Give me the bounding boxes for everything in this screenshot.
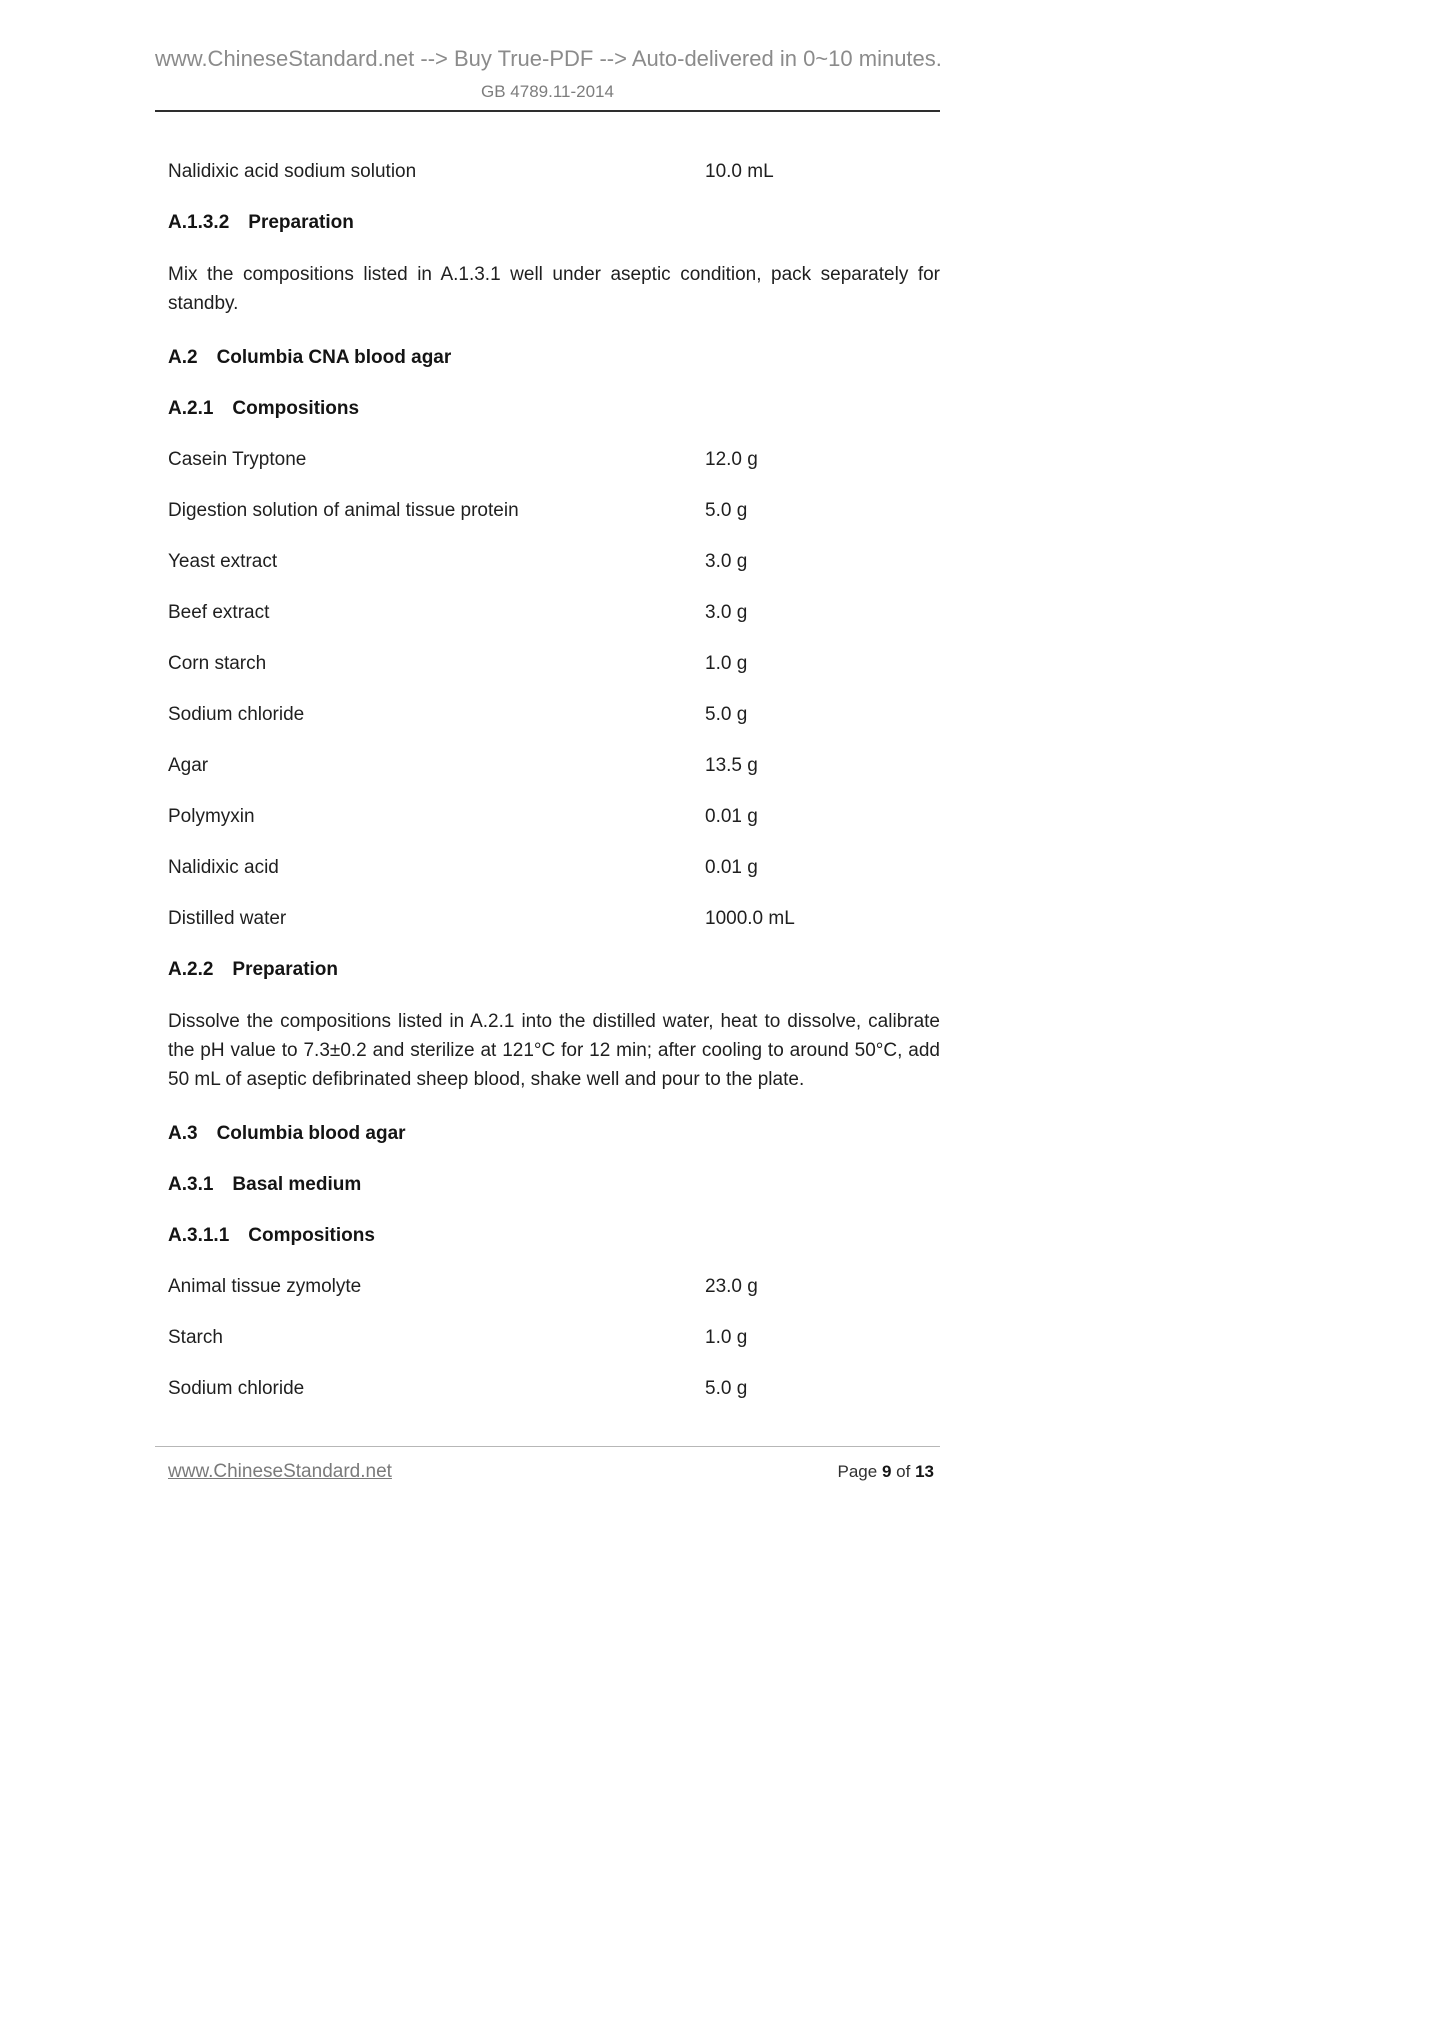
heading-a-3-1: [168, 1174, 940, 1196]
composition-row: [168, 449, 940, 471]
heading-number: A.3: [168, 1123, 198, 1144]
page-total: 13: [915, 1462, 934, 1481]
composition-label: Casein Tryptone: [168, 449, 307, 470]
heading-a-2: [168, 347, 940, 369]
composition-value: 3.0 g: [705, 551, 748, 572]
composition-label: Digestion solution of animal tissue protein: [168, 500, 519, 521]
footer-site-link[interactable]: www.ChineseStandard.net: [168, 1461, 392, 1482]
composition-value: 3.0 g: [705, 602, 748, 623]
heading-a-3-1-1: [168, 1225, 940, 1247]
heading-number: A.1.3.2: [168, 212, 230, 233]
composition-row: [168, 704, 940, 726]
composition-value: 5.0 g: [705, 704, 748, 725]
composition-label: Corn starch: [168, 653, 267, 674]
composition-value: 1000.0 mL: [705, 908, 795, 929]
footer-bar: [155, 1447, 940, 1483]
composition-label: Sodium chloride: [168, 1378, 305, 1399]
composition-label: Animal tissue zymolyte: [168, 1276, 362, 1297]
composition-value: 23.0 g: [705, 1276, 758, 1297]
heading-number: A.3.1.1: [168, 1225, 230, 1246]
composition-value: 0.01 g: [705, 806, 758, 827]
composition-value: 1.0 g: [705, 653, 748, 674]
composition-label: Yeast extract: [168, 551, 278, 572]
composition-label: Agar: [168, 755, 209, 776]
composition-value: 13.5 g: [705, 755, 758, 776]
heading-title: Compositions: [232, 398, 360, 419]
heading-a-1-3-2: [168, 212, 940, 234]
composition-row: [168, 755, 940, 777]
heading-number: A.3.1: [168, 1174, 214, 1195]
composition-label: Starch: [168, 1327, 223, 1348]
page-word: Page: [837, 1462, 878, 1481]
composition-label: Distilled water: [168, 908, 287, 929]
composition-label: Polymyxin: [168, 806, 255, 827]
composition-value: 10.0 mL: [705, 161, 774, 182]
document-body: [155, 161, 940, 1400]
header-divider: [155, 110, 940, 112]
composition-row: [168, 500, 940, 522]
heading-title: Preparation: [248, 212, 354, 233]
heading-a-2-2: [168, 959, 940, 981]
composition-value: 0.01 g: [705, 857, 758, 878]
composition-label: Sodium chloride: [168, 704, 305, 725]
of-word: of: [896, 1462, 911, 1481]
composition-value: 1.0 g: [705, 1327, 748, 1348]
heading-title: Basal medium: [232, 1174, 362, 1195]
heading-title: Preparation: [232, 959, 339, 980]
composition-row: [168, 1276, 940, 1298]
paragraph-a-1-3-2: Mix the compositions listed in A.1.3.1 well under aseptic condition, pack separately for standby.: [168, 264, 940, 314]
composition-label: Beef extract: [168, 602, 270, 623]
page-header: [155, 0, 940, 102]
composition-value: 5.0 g: [705, 500, 748, 521]
composition-row: [168, 806, 940, 828]
page-footer: [155, 1446, 940, 1483]
heading-title: Columbia CNA blood agar: [216, 347, 452, 368]
composition-row: [168, 551, 940, 573]
composition-row: [168, 602, 940, 624]
paragraph-a-2-2: Dissolve the compositions listed in A.2.1 into the distilled water, heat to dissolve, calibrate the pH value to 7.3±0.2 and sterilize at 121°C for 12 min; after cooling to around 50°C, add 50 mL of aseptic defibrinated sheep blood, shake well and pour to the plate.: [168, 1011, 940, 1090]
heading-number: A.2.2: [168, 959, 214, 980]
composition-value: 5.0 g: [705, 1378, 748, 1399]
composition-row: [168, 857, 940, 879]
heading-title: Columbia blood agar: [216, 1123, 406, 1144]
composition-value: 12.0 g: [705, 449, 758, 470]
composition-label: Nalidixic acid sodium solution: [168, 161, 417, 182]
heading-a-2-1: [168, 398, 940, 420]
header-doc-number: GB 4789.11-2014: [481, 82, 614, 101]
page-number: 9: [881, 1462, 892, 1481]
heading-number: A.2: [168, 347, 198, 368]
heading-a-3: [168, 1123, 940, 1145]
heading-number: A.2.1: [168, 398, 214, 419]
composition-row: [168, 653, 940, 675]
page-number-indicator: [838, 1462, 934, 1482]
composition-label: Nalidixic acid: [168, 857, 279, 878]
composition-row: [168, 908, 940, 930]
heading-title: Compositions: [248, 1225, 375, 1246]
header-promo-text: www.ChineseStandard.net --> Buy True-PDF --> Auto-delivered in 0~10 minutes.: [155, 46, 942, 71]
composition-row: [168, 1378, 940, 1400]
composition-row: [168, 161, 940, 183]
composition-row: [168, 1327, 940, 1349]
